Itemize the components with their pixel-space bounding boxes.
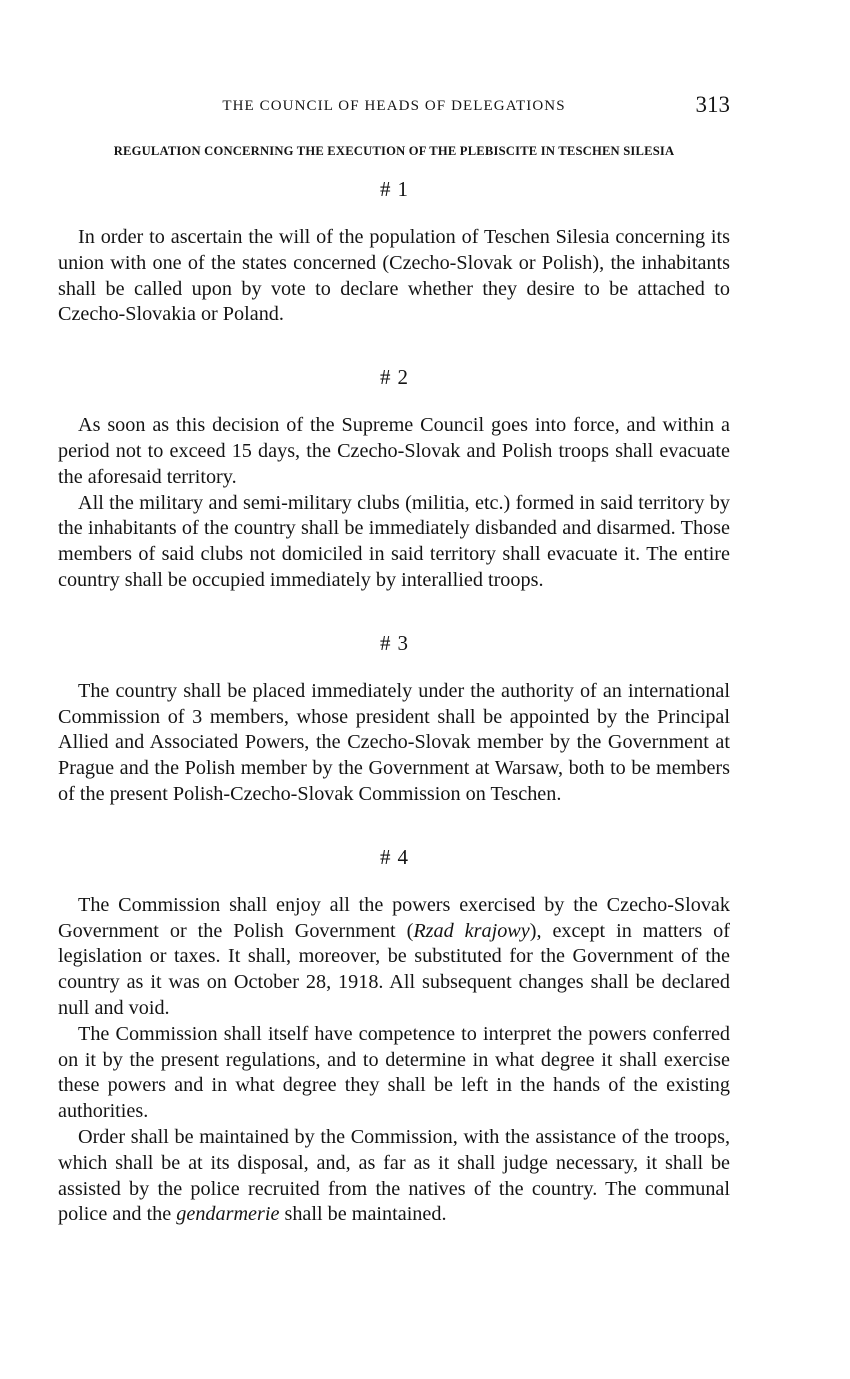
section-heading-4: [58, 842, 730, 873]
document-page: [58, 92, 730, 1228]
section-4-paragraph-2: The Commission shall itself have competence to interpret the powers conferred on it by the present regulations, and to determine in what degree it shall exercise these powers and in what degree they shall be left in the hands of the existing authorities.: [58, 1022, 730, 1123]
section-1-paragraph-1: In order to ascertain the will of the population of Teschen Silesia concerning its union with one of the states concerned (Czecho-Slovak or Polish), the inhabitants shall be called upon by vote to declare whether they desire to be attached to Czecho-Slovakia or Poland.: [58, 226, 730, 326]
paragraph-text: Order shall be maintained by the Commission, with the assistance of the troops, which shall be at its disposal, and, as far as it shall judge necessary, it shall be assisted by the police recruited from the natives of the country. The communal police and the: [58, 1125, 730, 1226]
section-2-paragraph-2: All the military and semi-military clubs (militia, etc.) formed in said territory by the inhabitants of the country shall be immediately disbanded and disarmed. Those members of said clubs not domiciled in said territory shall evacuate it. The entire country shall be occupied immediately by interallied troops.: [58, 491, 730, 591]
running-header: [58, 92, 730, 124]
section-symbol: #: [380, 177, 391, 201]
italic-term: Rzad krajowy: [413, 919, 530, 942]
section-number: 1: [397, 177, 408, 201]
section-symbol: #: [380, 844, 391, 869]
section-spacer: [58, 594, 730, 618]
page-number: 313: [695, 92, 730, 117]
section-3-paragraph-1: The country shall be placed immediately under the authority of an international Commission of 3 members, whose president shall be appointed by the Principal Allied and Associated Powers, the Czecho-Slovak member by the Government at Prague and the Polish member by the Government at Warsaw, both to be members of the present Polish-Czecho-Slovak Commission on Teschen.: [58, 679, 730, 805]
section-number: 3: [397, 630, 408, 655]
section-symbol: #: [380, 365, 391, 390]
paragraph-text: The Commission shall enjoy all the powers exercised by the Czecho-Slovak Government or the Polish Government (: [58, 893, 730, 942]
section-2-paragraph-1: As soon as this decision of the Supreme Council goes into force, and within a period not to exceed 15 days, the Czecho-Slovak and Polish troops shall evacuate the aforesaid territory.: [58, 414, 730, 488]
section-number: 4: [397, 844, 408, 869]
section-4-paragraph-1: [58, 893, 730, 1022]
section-heading-3: [58, 628, 730, 659]
section-heading-2: [58, 362, 730, 393]
running-title: THE COUNCIL OF HEADS OF DELEGATIONS: [222, 98, 566, 114]
section-4-paragraph-3: [58, 1125, 730, 1228]
section-symbol: #: [380, 630, 391, 655]
paragraph-text: shall be maintained.: [279, 1203, 447, 1226]
section-heading-1: [58, 174, 730, 205]
italic-term: gendarmerie: [176, 1203, 280, 1226]
paragraph-text: ), except in matters of legislation or taxes. It shall, moreover, be substituted for the Government of the country as it was on October 28, 1918. All subsequent changes shall be declared null and void.: [58, 919, 730, 1019]
document-title: REGULATION CONCERNING THE EXECUTION OF THE PLEBISCITE IN TESCHEN SILESIA: [113, 144, 675, 158]
section-spacer: [58, 808, 730, 832]
section-spacer: [58, 328, 730, 352]
section-number: 2: [397, 365, 408, 390]
